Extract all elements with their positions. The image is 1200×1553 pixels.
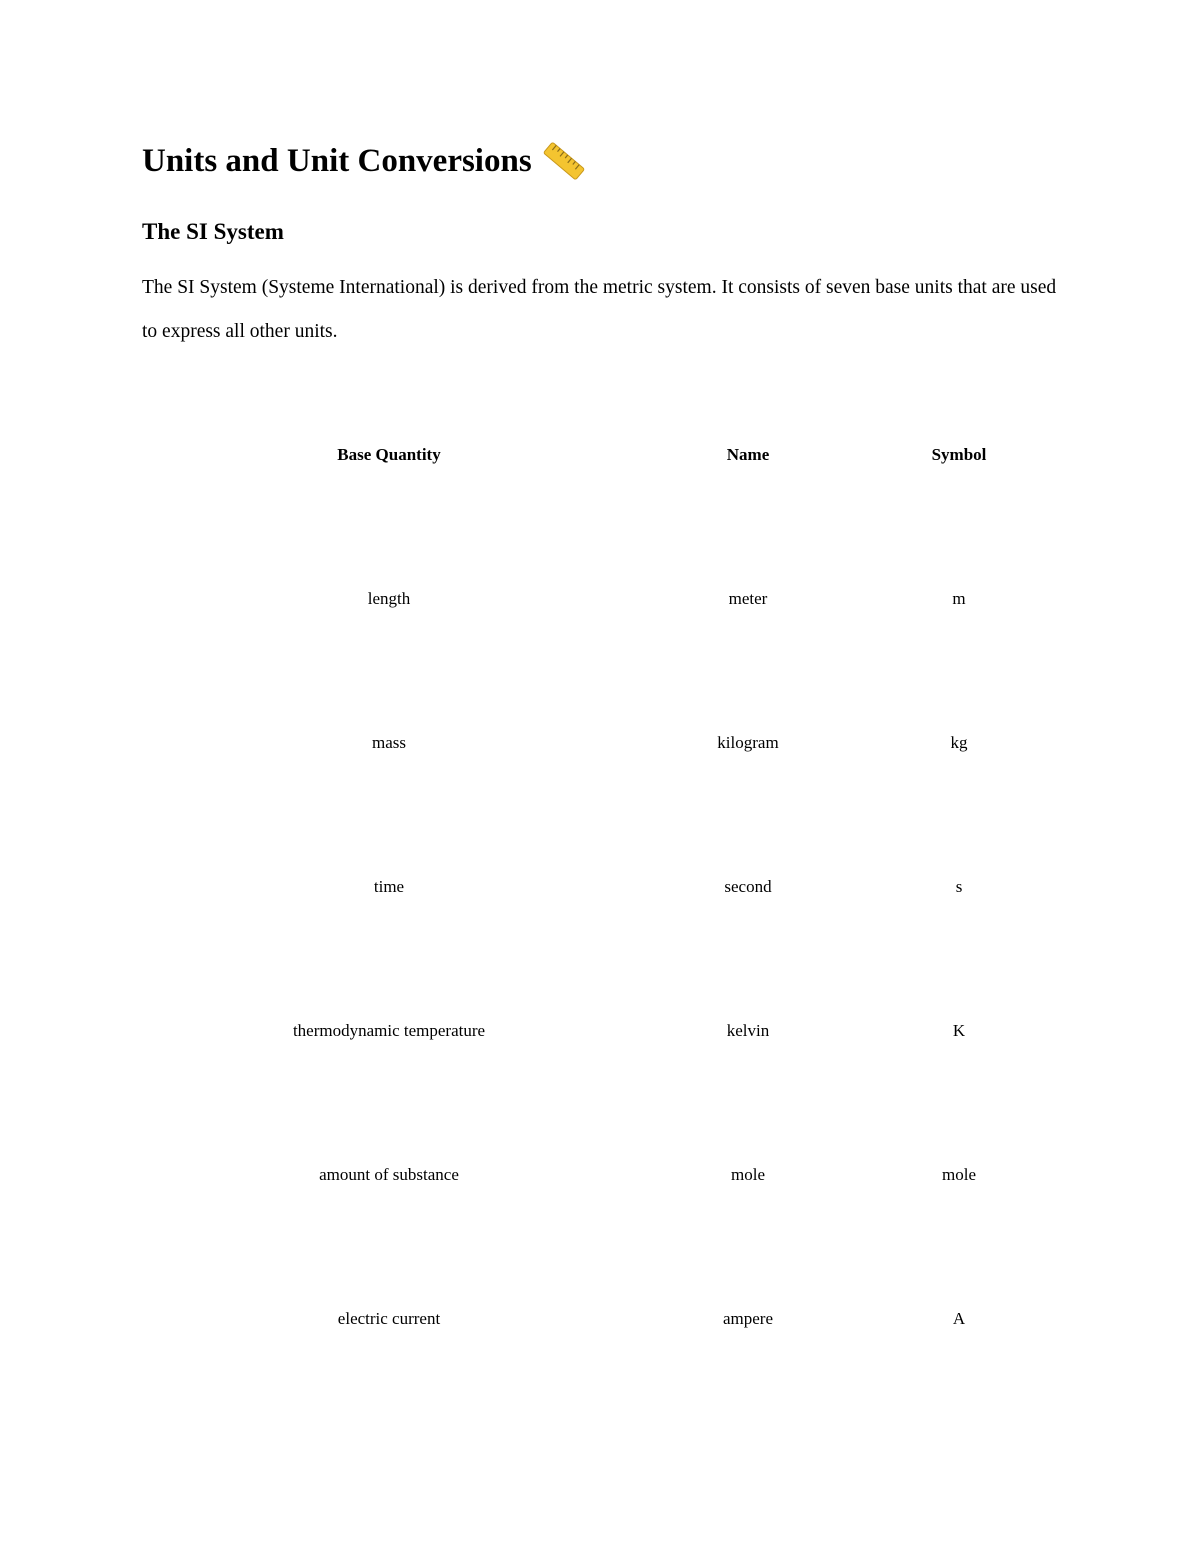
page-title bbox=[142, 138, 586, 184]
cell-name: kilogram bbox=[717, 733, 779, 752]
table-header-row bbox=[142, 415, 1062, 559]
cell-symbol: kg bbox=[950, 733, 968, 752]
cell-name: second bbox=[724, 877, 772, 896]
cell-name: kelvin bbox=[726, 1021, 770, 1040]
table-row bbox=[142, 847, 1062, 991]
header-base-quantity: Base Quantity bbox=[337, 445, 441, 464]
header-symbol: Symbol bbox=[931, 445, 987, 464]
cell-base-quantity: amount of substance bbox=[319, 1165, 459, 1184]
cell-base-quantity: thermodynamic temperature bbox=[292, 1021, 486, 1040]
cell-base-quantity: length bbox=[367, 589, 411, 608]
table-row bbox=[142, 1135, 1062, 1279]
intro-paragraph: The SI System (Systeme International) is derived from the metric system. It consists of seven base units that are used to express all other units. bbox=[142, 277, 1057, 342]
si-base-units-table bbox=[142, 415, 1062, 1423]
cell-symbol: K bbox=[952, 1021, 966, 1040]
cell-base-quantity: mass bbox=[372, 733, 406, 752]
cell-symbol: m bbox=[952, 589, 966, 608]
cell-name: mole bbox=[731, 1165, 765, 1184]
cell-symbol: mole bbox=[942, 1165, 976, 1184]
straight-ruler-icon bbox=[542, 139, 586, 183]
header-name: Name bbox=[726, 445, 770, 464]
table-row bbox=[142, 991, 1062, 1135]
section-heading: The SI System bbox=[142, 219, 284, 244]
table-row bbox=[142, 703, 1062, 847]
cell-name: meter bbox=[728, 589, 768, 608]
cell-base-quantity: electric current bbox=[337, 1309, 441, 1328]
page-title-text: Units and Unit Conversions bbox=[142, 143, 532, 179]
cell-base-quantity: time bbox=[373, 877, 405, 896]
table-row bbox=[142, 1279, 1062, 1423]
cell-symbol: s bbox=[955, 877, 963, 896]
cell-name: ampere bbox=[722, 1309, 774, 1328]
table-row bbox=[142, 559, 1062, 703]
cell-symbol: A bbox=[952, 1309, 966, 1328]
